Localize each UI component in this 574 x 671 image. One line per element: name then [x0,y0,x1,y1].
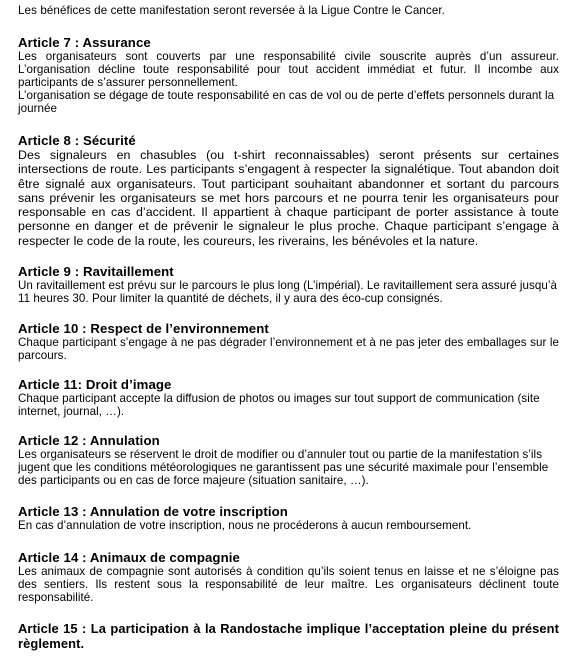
article-7-assurance [18,36,559,115]
article-8-securite [18,134,559,248]
intro-text: Les bénéfices de cette manifestation seront reversée à la Ligue Contre le Cancer. [18,4,446,17]
article-10-environnement [18,322,559,362]
article-11-droit-image [18,378,559,418]
article-paragraph: Chaque participant accepte la diffusion de photos ou images sur tout support de communication (site internet, journal, …). [18,392,540,419]
article-14-animaux [18,551,559,604]
article-13-annulation-inscription [18,505,559,532]
document-body [18,0,559,651]
article-title: Article 15 : La participation à la Randostache implique l’acceptation pleine du présent règlement. [18,621,559,652]
article-title: Article 11: Droit d’image [18,377,172,393]
article-title: Article 8 : Sécurité [18,133,136,148]
article-9-ravitaillement [18,265,559,305]
article-title: Article 13 : Annulation de votre inscription [18,504,288,520]
article-paragraph: Chaque participant s’engage à ne pas dégrader l’environnement et à ne pas jeter des emballages sur le parcours. [18,336,559,363]
article-paragraph: Les organisateurs se réservent le droit de modifier ou d’annuler tout ou partie de la manifestation s’ils jugent que les conditions météorologiques ne garantissent pas une sécurité maximale pour l’ensemble des participants ou en cas de force majeure (situation sanitaire, …). [18,448,549,488]
article-title: Article 12 : Annulation [18,433,160,449]
article-paragraph: Des signaleurs en chasubles (ou t-shirt reconnaissables) seront présents sur certaines intersections de route. Les participants s’engagent à respecter la signalétique. Tout abandon doit être signalé aux organisateurs. Tout participant souhaitant abandonner et sortant du parcours sans prévenir les organisateurs se met hors parcours et ne pourra tenir les organisateurs pour responsable en cas d’accident. Il appartient à chaque participant de porter assistance à toute personne en danger et de prévenir le signaleur le plus proche. Chaque participant s’engage à respecter le code de la route, les coureurs, les riverains, les bénévoles et la nature. [18,148,559,248]
article-paragraph: L’organisation se dégage de toute responsabilité en cas de vol ou de perte d’effets personnels durant la journée [18,89,555,115]
article-paragraph: En cas d’annulation de votre inscription, nous ne procéderons à aucun remboursement. [18,519,472,533]
article-12-annulation [18,434,559,487]
article-title: Article 14 : Animaux de compagnie [18,550,240,566]
article-15-acceptation [18,621,559,651]
article-paragraph: Les organisateurs sont couverts par une responsabilité civile souscrite auprès d’un assureur. L’organisation décline toute responsabilité pour tout accident immédiat et futur. Il incombe aux participants de s’assurer personnellement. [18,50,559,89]
article-paragraph: Les animaux de compagnie sont autorisés à condition qu’ils soient tenus en laisse et ne s’éloigne pas des sentiers. Ils restent sous la responsabilité de leur maître. Les organisateurs déclinent toute responsabilité. [18,565,559,605]
article-title: Article 9 : Ravitaillement [18,264,174,280]
article-paragraph: Un ravitaillement est prévu sur le parcours le plus long (L’impérial). Le ravitaillement sera assuré jusqu’à 11 heures 30. Pour limiter la quantité de déchets, il y aura des éco-cup consignés. [18,279,557,306]
article-title: Article 10 : Respect de l’environnement [18,321,269,337]
article-title: Article 7 : Assurance [18,35,151,50]
